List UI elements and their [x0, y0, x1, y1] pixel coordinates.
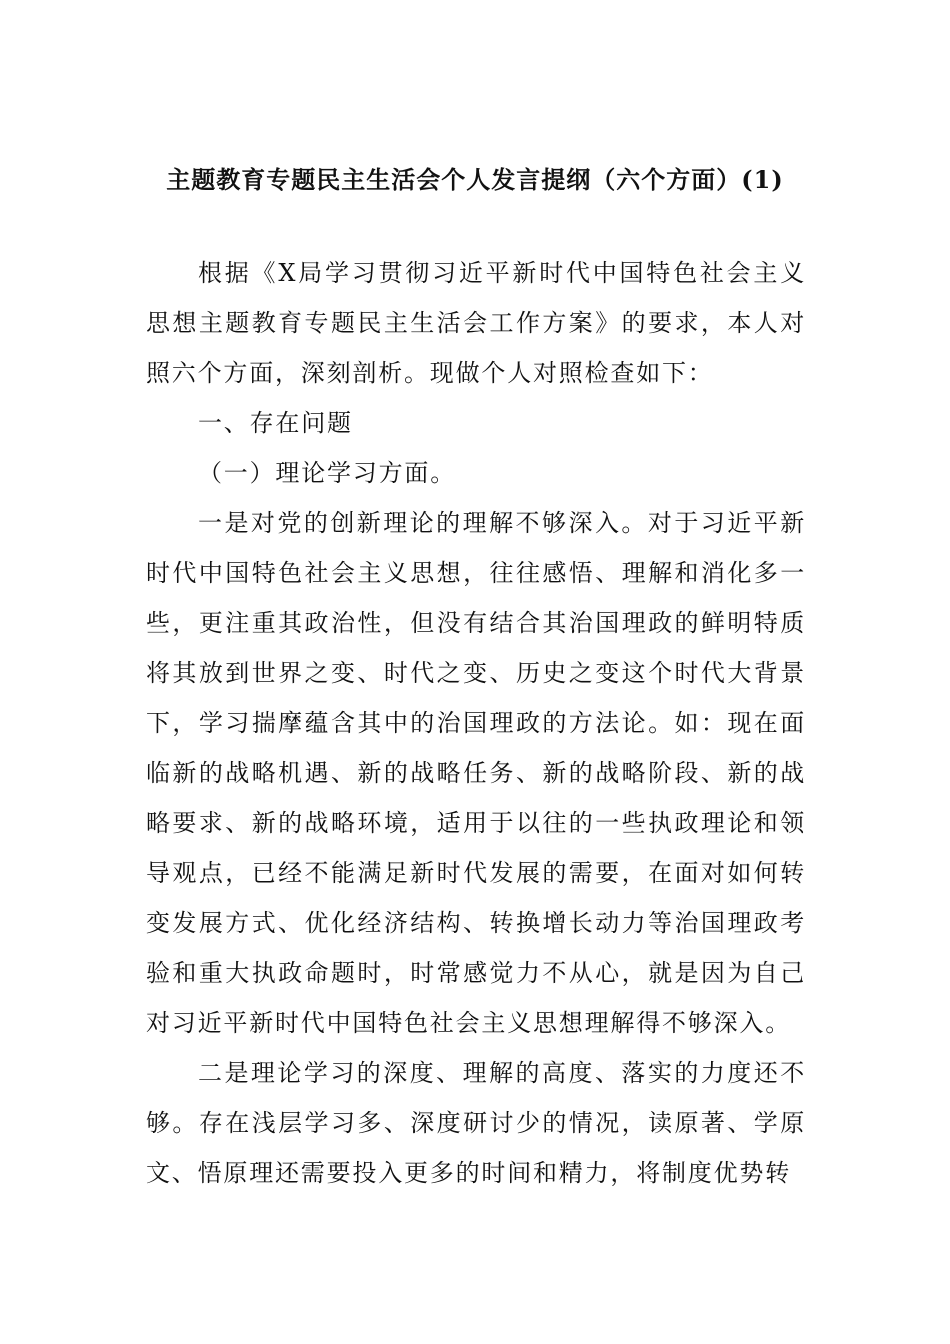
section-heading-problems: 一、存在问题 — [198, 409, 353, 437]
paragraph-point-two: 二是理论学习的深度、理解的高度、落实的力度还不够。存在浅层学习多、深度研讨少的情况，读原著、学原文、悟原理还需要投入更多的时间和精力，将制度优势转 — [146, 1059, 806, 1187]
subsection-heading-theory: （一）理论学习方面。 — [198, 459, 456, 487]
paragraph-intro: 根据《X局学习贯彻习近平新时代中国特色社会主义思想主题教育专题民主生活会工作方案》的要求，本人对照六个方面，深刻剖析。现做个人对照检查如下： — [146, 259, 806, 387]
paragraph-point-one: 一是对党的创新理论的理解不够深入。对于习近平新时代中国特色社会主义思想，往往感悟、理解和消化多一些，更注重其政治性，但没有结合其治国理政的鲜明特质将其放到世界之变、时代之变、历史之变这个时代大背景下，学习揣摩蕴含其中的治国理政的方法论。如：现在面临新的战略机遇、新的战略任务、新的战略阶段、新的战略要求、新的战略环境，适用于以往的一些执政理论和领导观点，已经不能满足新时代发展的需要，在面对如何转变发展方式、优化经济结构、转换增长动力等治国理政考验和重大执政命题时，时常感觉力不从心，就是因为自己对习近平新时代中国特色社会主义思想理解得不够深入。 — [146, 509, 806, 1037]
document-title: 主题教育专题民主生活会个人发言提纲（六个方面）(1) — [166, 165, 784, 194]
document-body — [146, 248, 806, 1198]
